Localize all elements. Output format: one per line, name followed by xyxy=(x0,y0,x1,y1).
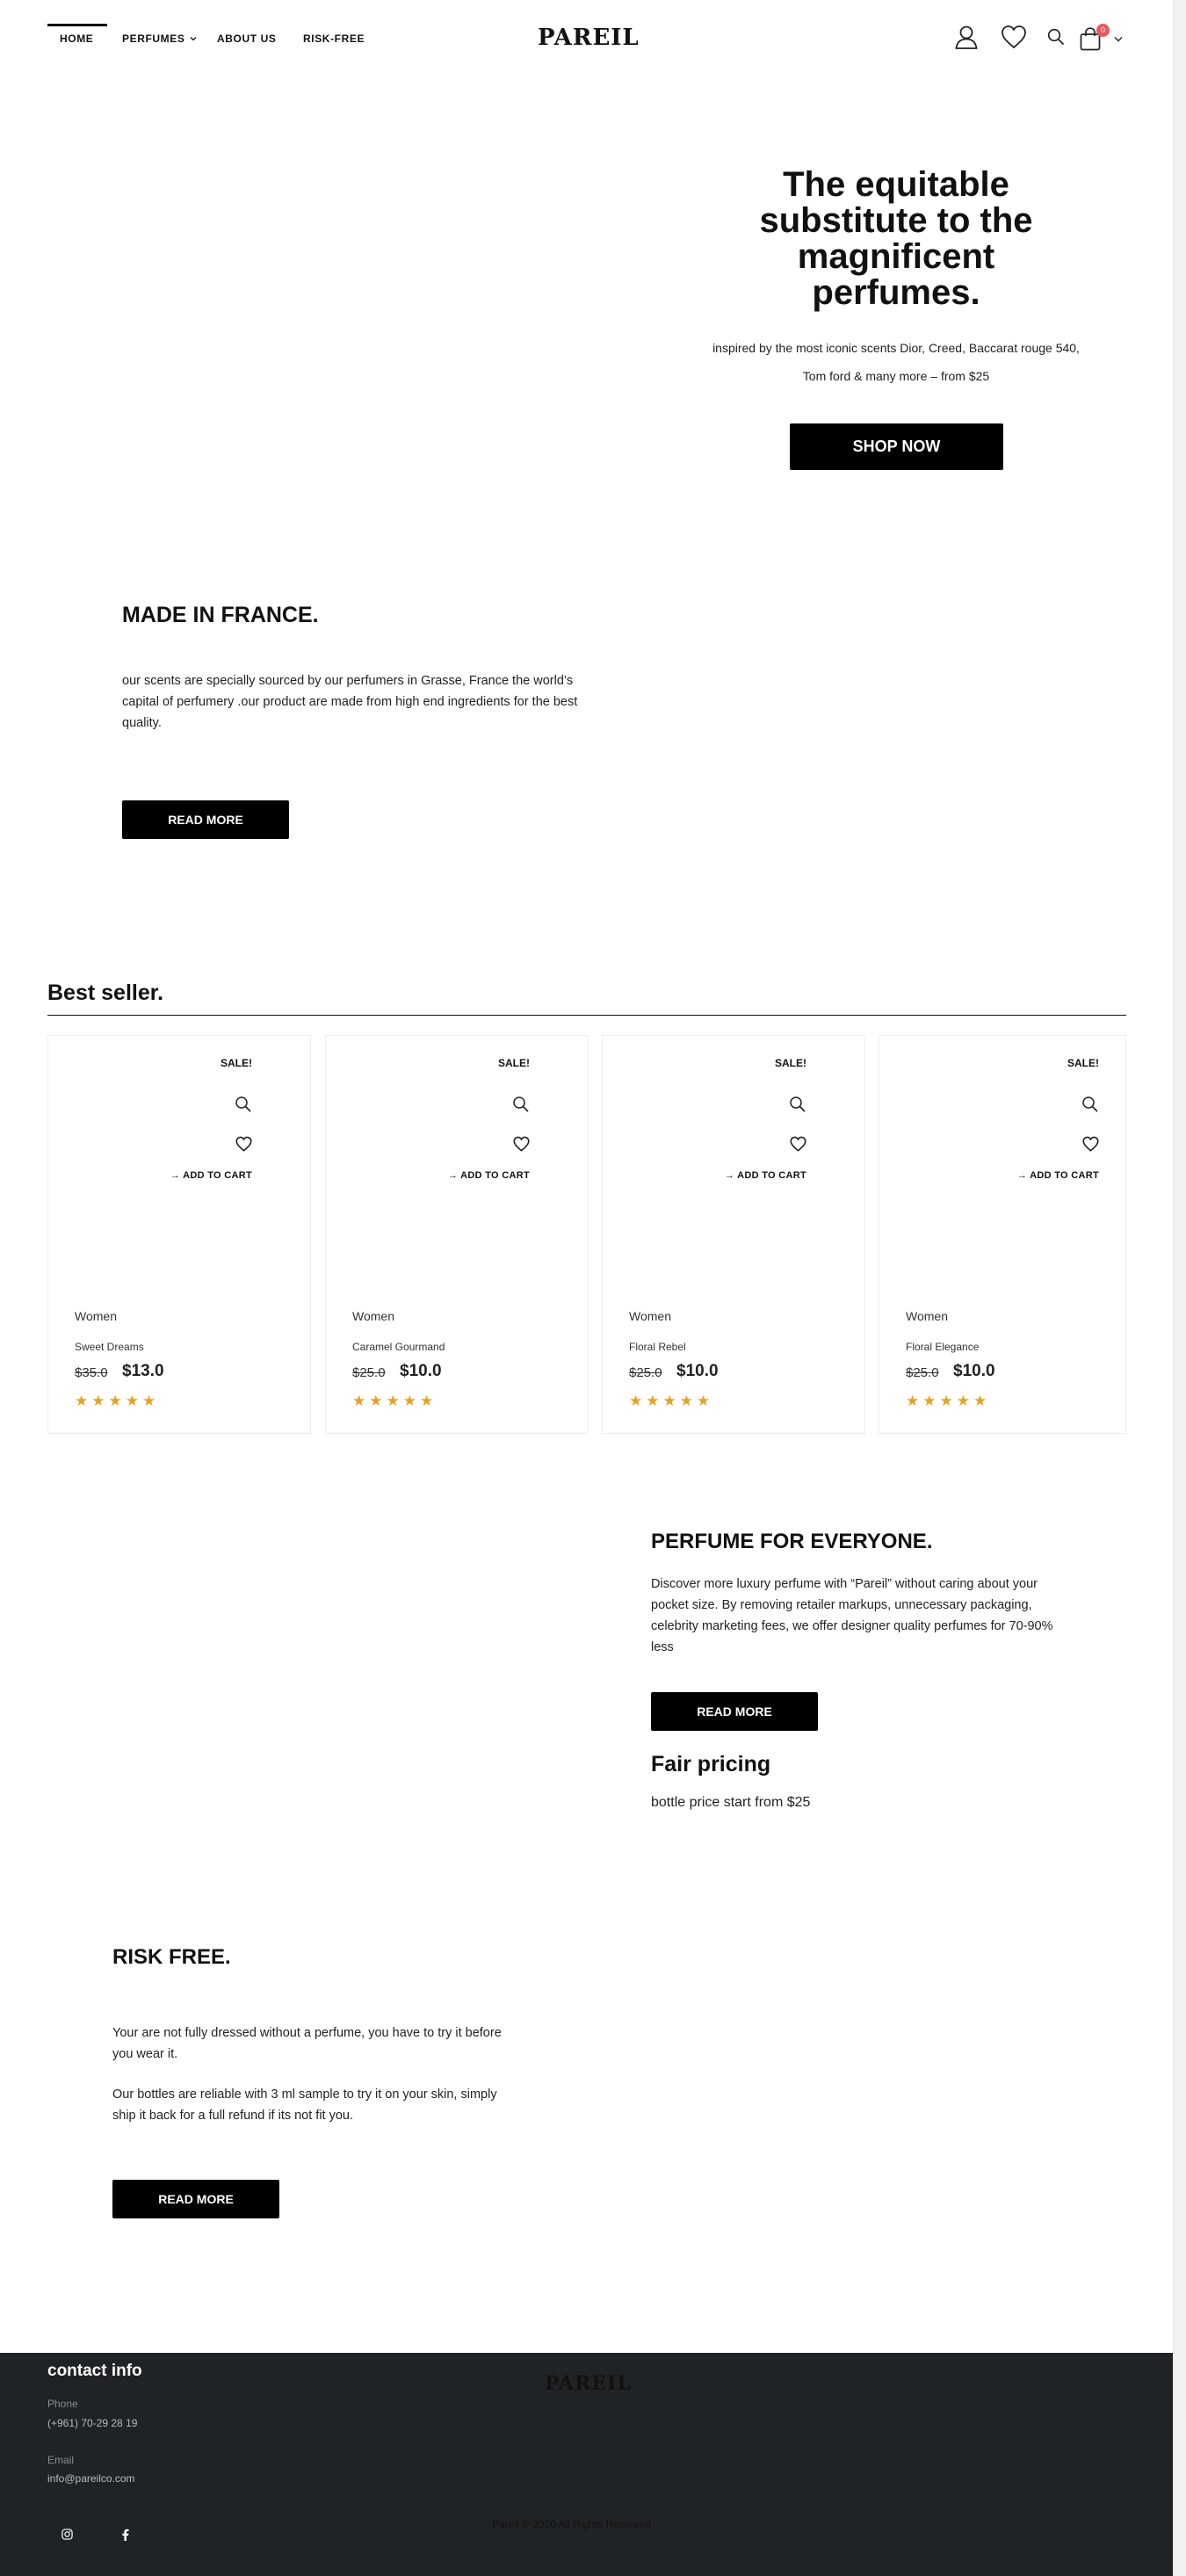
product-old-price: $25.0 xyxy=(906,1365,939,1380)
product-price: $10.0 xyxy=(400,1362,442,1380)
product-name[interactable]: Floral Elegance xyxy=(906,1341,980,1353)
hero-title: The equitable substitute to the magnificent perfumes. xyxy=(759,165,1033,312)
add-to-cart-label: ADD TO CART xyxy=(460,1170,530,1181)
risk-paragraph-1: Your are not fully dressed without a perfume, you have to try it before you wear it. xyxy=(112,2026,502,2061)
star-rating: ★★★★★ xyxy=(629,1393,714,1409)
add-to-cart-button[interactable] xyxy=(448,1170,530,1181)
divider xyxy=(47,1015,1126,1016)
site-logo[interactable]: PAREIL xyxy=(538,25,640,51)
chevron-down-icon[interactable] xyxy=(1114,36,1123,43)
everyone-read-more-button[interactable]: READ MORE xyxy=(651,1692,818,1731)
france-title: MADE IN FRANCE. xyxy=(122,603,319,627)
product-category[interactable]: Women xyxy=(75,1309,117,1323)
nav-perfumes-label: PERFUMES xyxy=(122,33,185,45)
phone-number[interactable]: (+961) 70-29 28 19 xyxy=(47,2417,138,2429)
arrow-right-icon: → xyxy=(447,1170,461,1181)
facebook-icon[interactable] xyxy=(121,2529,129,2541)
product-category[interactable]: Women xyxy=(352,1309,394,1323)
nav-risk-free[interactable]: RISK-FREE xyxy=(303,33,365,45)
search-icon[interactable] xyxy=(1047,28,1065,46)
france-body: our scents are specially sourced by our perfumers in Grasse, France the world’s capital of perfumery .our product are made from high end ingredients for the best quality. xyxy=(122,674,578,730)
risk-paragraph-2: Our bottles are reliable with 3 ml sample to try it on your skin, simply ship it back for a full refund if its not fit you. xyxy=(112,2088,497,2123)
site-footer xyxy=(0,2353,1173,2576)
nav-about-us[interactable]: ABOUT US xyxy=(217,33,277,45)
phone-label: Phone xyxy=(47,2398,78,2410)
quick-view-search-icon[interactable] xyxy=(235,1096,252,1113)
product-price: $13.0 xyxy=(122,1362,164,1380)
page-scrollbar[interactable] xyxy=(1173,0,1186,2576)
quick-view-search-icon[interactable] xyxy=(1081,1096,1099,1113)
product-old-price: $35.0 xyxy=(75,1365,108,1380)
everyone-body: Discover more luxury perfume with “Pareil” without caring about your pocket size. By removing retailer markups, unnecessary packaging, celebrity marketing fees, we offer designer quality perfumes for 70-90% less xyxy=(651,1577,1053,1654)
arrow-right-icon: → xyxy=(724,1170,738,1181)
product-price: $10.0 xyxy=(953,1362,995,1380)
product-card[interactable] xyxy=(47,1035,311,1434)
sale-badge: SALE! xyxy=(221,1057,252,1069)
footer-logo[interactable]: PAREIL xyxy=(545,2372,632,2395)
add-to-cart-label: ADD TO CART xyxy=(737,1170,806,1181)
add-to-cart-label: ADD TO CART xyxy=(1030,1170,1099,1181)
contact-info-title: contact info xyxy=(47,2362,142,2380)
heart-icon[interactable] xyxy=(1001,25,1027,49)
sale-badge: SALE! xyxy=(775,1057,806,1069)
nav-active-indicator xyxy=(47,24,107,26)
instagram-icon[interactable] xyxy=(61,2529,73,2540)
wishlist-heart-icon[interactable] xyxy=(235,1136,252,1152)
sale-badge: SALE! xyxy=(498,1057,530,1069)
arrow-right-icon: → xyxy=(170,1170,184,1181)
risk-read-more-button[interactable]: READ MORE xyxy=(112,2180,279,2218)
product-old-price: $25.0 xyxy=(352,1365,386,1380)
product-name[interactable]: Floral Rebel xyxy=(629,1341,686,1353)
everyone-title: PERFUME FOR EVERYONE. xyxy=(651,1530,933,1553)
product-name[interactable]: Caramel Gourmand xyxy=(352,1341,445,1353)
product-card[interactable] xyxy=(879,1035,1126,1434)
best-seller-title: Best seller. xyxy=(47,980,164,1005)
wishlist-heart-icon[interactable] xyxy=(790,1136,806,1152)
email-label: Email xyxy=(47,2454,75,2466)
star-rating: ★★★★★ xyxy=(75,1393,160,1409)
add-to-cart-button[interactable] xyxy=(1017,1170,1099,1181)
product-category[interactable]: Women xyxy=(906,1309,948,1323)
shop-now-button[interactable]: SHOP NOW xyxy=(790,423,1003,470)
product-price: $10.0 xyxy=(676,1362,719,1380)
wishlist-heart-icon[interactable] xyxy=(513,1136,530,1152)
wishlist-heart-icon[interactable] xyxy=(1082,1136,1099,1152)
email-address[interactable]: info@pareilco.com xyxy=(47,2472,135,2485)
quick-view-search-icon[interactable] xyxy=(789,1096,806,1113)
product-card[interactable] xyxy=(325,1035,589,1434)
product-card[interactable] xyxy=(602,1035,865,1434)
user-icon[interactable] xyxy=(955,25,978,49)
sale-badge: SALE! xyxy=(1067,1057,1099,1069)
cart-count-badge: 0 xyxy=(1096,24,1110,37)
star-rating: ★★★★★ xyxy=(352,1393,438,1409)
france-read-more-button[interactable]: READ MORE xyxy=(122,800,289,839)
fair-pricing-text: bottle price start from $25 xyxy=(651,1795,811,1810)
add-to-cart-button[interactable] xyxy=(170,1170,252,1181)
nav-perfumes[interactable] xyxy=(122,33,197,45)
hero-subtitle: inspired by the most iconic scents Dior, Creed, Baccarat rouge 540, Tom ford & many more – from $25 xyxy=(712,341,1080,383)
chevron-down-icon xyxy=(190,35,197,42)
copyright-text: Pareil © 2020 All Rights Reserved xyxy=(492,2518,651,2530)
product-old-price: $25.0 xyxy=(629,1365,662,1380)
quick-view-search-icon[interactable] xyxy=(512,1096,530,1113)
risk-title: RISK FREE. xyxy=(112,1945,231,1969)
nav-home[interactable]: HOME xyxy=(60,33,94,45)
product-name[interactable]: Sweet Dreams xyxy=(75,1341,144,1353)
fair-pricing-title: Fair pricing xyxy=(651,1752,771,1776)
add-to-cart-button[interactable] xyxy=(725,1170,806,1181)
product-category[interactable]: Women xyxy=(629,1309,671,1323)
add-to-cart-label: ADD TO CART xyxy=(183,1170,252,1181)
arrow-right-icon: → xyxy=(1016,1170,1031,1181)
star-rating: ★★★★★ xyxy=(906,1393,991,1409)
